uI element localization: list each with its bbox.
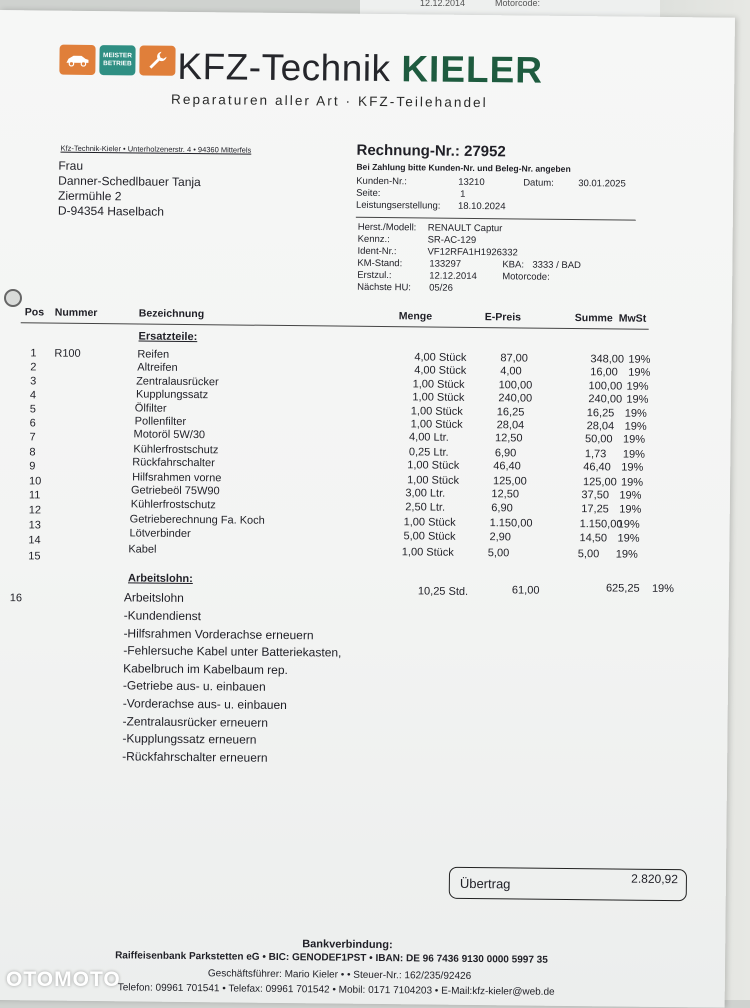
row-mwst: 19% <box>628 353 651 366</box>
row-menge: 4,00 Stück <box>414 351 467 364</box>
badge-text: MEISTER BETRIEB <box>103 52 133 68</box>
row-summe: 1,73 <box>584 447 607 461</box>
row-epreis: 100,00 <box>498 379 533 392</box>
labor-line: -Kupplungssatz erneuern <box>122 731 257 747</box>
row-pos: 6 <box>29 417 36 430</box>
row-summe: 348,00 <box>590 353 625 366</box>
row-pos: 3 <box>30 375 37 388</box>
kennz-label: Kennz.: <box>357 233 390 246</box>
row-pos: 9 <box>29 460 36 473</box>
row-epreis: 16,25 <box>496 405 525 419</box>
modell-value: RENAULT Captur <box>427 222 503 235</box>
erstzul-label: Erstzul.: <box>357 269 392 282</box>
row-summe: 28,04 <box>586 420 615 433</box>
row-mwst: 19% <box>622 433 646 447</box>
row-bezeichnung: Getriebeöl 75W90 <box>130 484 220 498</box>
row-bezeichnung: Kühlerfrostschutz <box>130 498 216 512</box>
labor-summe: 625,25 <box>605 582 640 595</box>
row-mwst: 19% <box>624 420 647 433</box>
row-pos: 1 <box>30 347 37 360</box>
kba-value: 3333 / BAD <box>532 259 582 272</box>
labor-line: -Fehlersuche Kabel unter Batteriekasten, <box>123 643 342 660</box>
erstzul-value: 12.12.2014 <box>429 270 477 283</box>
row-epreis: 5,00 <box>487 546 510 559</box>
row-bezeichnung: Zentralausrücker <box>136 375 219 389</box>
row-epreis: 240,00 <box>498 392 533 405</box>
hu-value: 05/26 <box>429 282 453 294</box>
section-ersatzteile: Ersatzteile: <box>138 330 198 344</box>
kennz-value: SR-AC-129 <box>427 234 477 246</box>
km-value: 133297 <box>429 258 462 270</box>
recipient-name: Danner-Schedlbauer Tanja <box>58 173 201 190</box>
labor-line: -Zentralausrücker erneuern <box>122 713 269 730</box>
row-summe: 50,00 <box>584 433 613 446</box>
row-pos: 8 <box>29 446 36 459</box>
row-pos: 4 <box>29 389 37 402</box>
row-bezeichnung: Ölfilter <box>134 402 167 415</box>
kba-label: KBA: <box>502 259 525 271</box>
row-epreis: 12,50 <box>494 432 523 445</box>
labor-epreis: 61,00 <box>511 584 540 597</box>
row-summe: 16,25 <box>586 406 615 420</box>
row-summe: 100,00 <box>588 379 623 393</box>
row-summe: 125,00 <box>583 475 617 489</box>
payment-note: Bei Zahlung bitte Kunden-Nr. und Beleg-Nr. angeben <box>356 161 571 174</box>
row-pos: 2 <box>30 361 37 374</box>
row-pos: 12 <box>28 504 42 517</box>
row-mwst: 19% <box>621 461 644 474</box>
row-nummer: R100 <box>54 347 81 360</box>
bank-line: Raiffeisenbank Parkstetten eG • BIC: GENODEF1PST • IBAN: DE 96 7436 9130 0000 5997 35 <box>115 950 548 966</box>
row-summe: 37,50 <box>581 489 610 502</box>
labor-line: -Getriebe aus- u. einbauen <box>122 678 266 695</box>
row-epreis: 46,40 <box>493 460 521 473</box>
row-bezeichnung: Lötverbinder <box>129 527 191 541</box>
behind-date: 12.12.2014 <box>420 0 466 8</box>
row-pos: 10 <box>29 475 42 488</box>
wrench-icon <box>139 45 175 75</box>
labor-pos: 16 <box>9 592 23 605</box>
row-pos: 7 <box>29 431 36 444</box>
col-bezeichnung: Bezeichnung <box>138 307 205 321</box>
contact-line: Telefon: 09961 701541 • Telefax: 09961 701542 • Mobil: 0171 7104203 • E-Mail:kfz-kieler@web.de <box>117 982 555 998</box>
row-bezeichnung: Kabel <box>128 542 157 556</box>
divider <box>356 217 636 221</box>
labor-line: -Vorderachse aus- u. einbauen <box>122 696 287 713</box>
row-epreis: 2,90 <box>489 531 511 544</box>
row-mwst: 19% <box>626 393 649 406</box>
col-pos: Pos <box>24 306 45 319</box>
row-mwst: 19% <box>617 518 640 531</box>
row-pos: 14 <box>28 534 41 547</box>
row-menge: 1,00 Stück <box>407 459 460 473</box>
row-summe: 5,00 <box>577 547 600 560</box>
row-summe: 240,00 <box>588 393 623 406</box>
row-mwst: 19% <box>626 380 649 393</box>
row-bezeichnung: Pollenfilter <box>134 415 187 428</box>
ident-label: Ident-Nr.: <box>357 245 397 258</box>
row-mwst: 19% <box>617 532 640 545</box>
km-label: KM-Stand: <box>357 257 403 270</box>
uebertrag-value: 2.820,92 <box>631 871 679 887</box>
car-icon <box>59 45 95 75</box>
row-bezeichnung: Altreifen <box>137 361 178 375</box>
labor-line: Kabelbruch im Kabelbaum rep. <box>123 661 288 677</box>
row-pos: 11 <box>28 489 41 502</box>
row-menge: 1,00 Stück <box>412 391 465 405</box>
row-epreis: 12,50 <box>491 488 520 501</box>
section-arbeitslohn: Arbeitslohn: <box>127 572 193 586</box>
ident-value: VF12RFA1H1926332 <box>427 246 518 259</box>
labor-line: -Kundendienst <box>123 608 202 624</box>
row-epreis: 6,90 <box>494 447 517 460</box>
row-epreis: 4,00 <box>500 365 522 378</box>
row-summe: 46,40 <box>583 461 611 474</box>
row-menge: 4,00 Stück <box>414 364 467 378</box>
recipient-city: D-94354 Haselbach <box>57 203 165 219</box>
row-mwst: 19% <box>619 503 642 517</box>
row-menge: 1,00 Stück <box>407 473 460 487</box>
seite-label: Seite: <box>356 187 381 199</box>
row-bezeichnung: Getrieberechnung Fa. Koch <box>129 513 265 527</box>
seite-value: 1 <box>460 188 466 200</box>
meister-badge <box>99 45 135 75</box>
recipient-street: Ziermühle 2 <box>57 188 122 204</box>
row-epreis: 87,00 <box>500 352 528 365</box>
labor-line: -Rückfahrschalter erneuern <box>122 749 268 765</box>
row-pos: 15 <box>28 550 41 563</box>
labor-mwst: 19% <box>651 582 675 596</box>
row-mwst: 19% <box>622 448 645 461</box>
row-menge: 1,00 Stück <box>403 516 456 529</box>
punch-hole <box>4 289 22 307</box>
row-menge: 3,00 Ltr. <box>405 487 446 500</box>
gf-line: Geschäftsführer: Mario Kieler • • Steuer-Nr.: 162/235/92426 <box>207 968 472 982</box>
recipient-salutation: Frau <box>58 158 84 173</box>
row-pos: 5 <box>29 403 37 416</box>
row-summe: 16,00 <box>590 366 618 379</box>
row-bezeichnung: Rückfahrschalter <box>132 456 215 470</box>
datum-label: Datum: <box>523 177 554 189</box>
modell-label: Herst./Modell: <box>357 221 417 234</box>
col-mwst: MwSt <box>618 312 647 325</box>
labor-title: Arbeitslohn <box>123 590 184 605</box>
bank-title: Bankverbindung: <box>302 938 393 952</box>
col-menge: Menge <box>398 310 433 323</box>
brand-name <box>177 46 543 92</box>
brand-light: KFZ-Technik <box>177 45 391 90</box>
kunden-label: Kunden-Nr.: <box>356 175 407 188</box>
col-nummer: Nummer <box>54 306 98 320</box>
row-summe: 14,50 <box>579 532 608 545</box>
watermark: OTOMOTO <box>6 968 121 991</box>
row-menge: 0,25 Ltr. <box>408 446 449 459</box>
kunden-value: 13210 <box>458 176 485 189</box>
hu-label: Nächste HU: <box>357 281 412 294</box>
row-menge: 1,00 Stück <box>401 545 454 559</box>
datum-value: 30.01.2025 <box>578 178 626 190</box>
row-menge: 5,00 Stück <box>403 530 456 543</box>
behind-motorcode: Motorcode: <box>495 0 541 8</box>
row-bezeichnung: Kupplungssatz <box>135 388 209 402</box>
sender-line: Kfz-Technik-Kieler • Unterholzenerstr. 4 • 94360 Mitterfels <box>60 143 252 155</box>
slogan: Reparaturen aller Art · KFZ-Teilehandel <box>170 91 488 111</box>
row-mwst: 19% <box>615 548 638 561</box>
leistung-label: Leistungserstellung: <box>355 199 441 212</box>
row-mwst: 19% <box>628 366 651 380</box>
labor-menge: 10,25 Std. <box>417 585 469 598</box>
row-bezeichnung: Hilfsrahmen vorne <box>132 471 222 484</box>
row-bezeichnung: Reifen <box>137 348 170 361</box>
row-epreis: 1.150,00 <box>489 516 533 530</box>
col-summe: Summe <box>574 312 613 325</box>
row-summe: 1.150,00 <box>579 517 623 531</box>
row-menge: 4,00 Ltr. <box>408 431 449 445</box>
uebertrag-label: Übertrag <box>459 875 511 892</box>
invoice-paper <box>0 10 735 1008</box>
header-rule <box>21 322 649 330</box>
row-pos: 13 <box>28 519 41 532</box>
row-menge: 1,00 Stück <box>410 418 463 431</box>
row-bezeichnung: Motoröl 5W/30 <box>133 428 206 442</box>
row-menge: 1,00 Stück <box>412 378 465 391</box>
row-mwst: 19% <box>619 489 642 502</box>
brand-bold: KIELER <box>401 48 544 91</box>
row-epreis: 28,04 <box>496 419 525 432</box>
row-epreis: 125,00 <box>493 474 527 488</box>
invoice-number: Rechnung-Nr.: 27952 <box>356 141 506 161</box>
row-bezeichnung: Kühlerfrostschutz <box>133 443 219 457</box>
row-mwst: 19% <box>621 476 644 489</box>
motorcode-label: Motorcode: <box>502 271 550 283</box>
col-epreis: E-Preis <box>484 311 522 324</box>
row-menge: 2,50 Ltr. <box>405 501 446 515</box>
labor-line: -Hilfsrahmen Vorderachse erneuern <box>123 625 314 642</box>
leistung-value: 18.10.2024 <box>457 200 506 213</box>
row-mwst: 19% <box>624 407 647 420</box>
row-epreis: 6,90 <box>491 502 513 515</box>
row-menge: 1,00 Stück <box>410 404 463 418</box>
row-summe: 17,25 <box>581 503 609 516</box>
uebertrag-box <box>449 867 687 901</box>
